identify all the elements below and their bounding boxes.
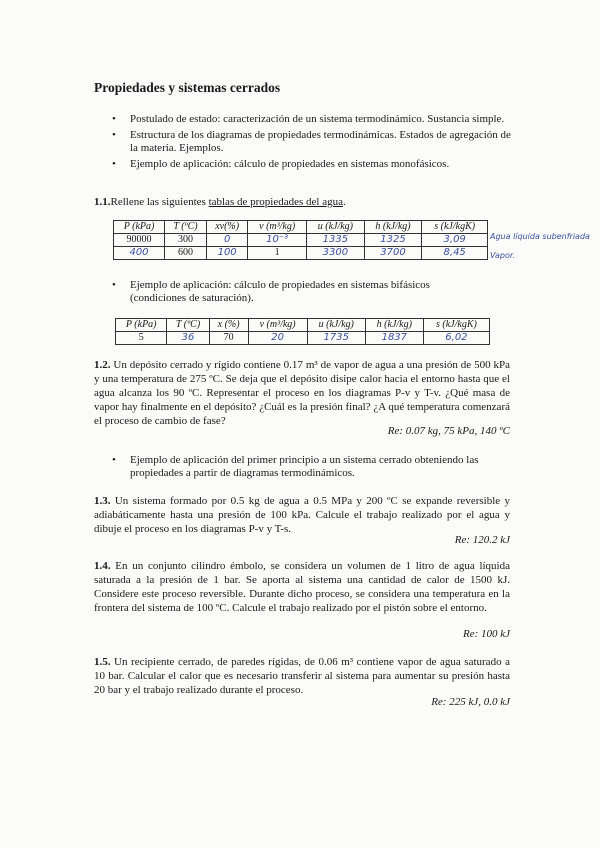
handwritten-cell: 400 xyxy=(114,247,165,260)
header-cell: x (%) xyxy=(209,319,248,332)
handwritten-note: Vapor. xyxy=(490,251,515,260)
exercise-number: 1.4. xyxy=(94,560,111,572)
table-header-row xyxy=(114,221,488,234)
header-cell: P (kPa) xyxy=(114,221,165,234)
handwritten-cell: 1335 xyxy=(307,234,365,247)
cell: 70 xyxy=(209,332,248,345)
topic-item: • Postulado de estado: caracterización de un sistema termodinámico. Sustancia simple. xyxy=(112,113,512,126)
handwritten-cell: 1325 xyxy=(364,234,422,247)
exercise-1-4: 1.4. En un conjunto cilindro émbolo, se considera un volumen de 1 litro de agua líquida saturada a la presión de 1 bar. Se aporta al sistema una cantidad de calor de 1500 kJ. Considere este proceso reversible. Durante dicho proceso, se considera una temperatura en la frontera del sistema de 100 ºC. Calcule el trabajo realizado por el pistón sobre el entorno. xyxy=(94,560,510,614)
handwritten-cell: 6,02 xyxy=(423,332,489,345)
table-row xyxy=(114,247,488,260)
header-cell: T (ºC) xyxy=(167,319,209,332)
bullet-bifasicos: • Ejemplo de aplicación: cálculo de propiedades en sistemas bifásicos (condiciones de saturación). xyxy=(112,279,430,304)
header-cell: s (kJ/kgK) xyxy=(423,319,489,332)
header-cell: u (kJ/kg) xyxy=(307,221,365,234)
handwritten-cell: 10⁻³ xyxy=(248,234,307,247)
handwritten-cell: 3300 xyxy=(307,247,365,260)
handwritten-cell: 8,45 xyxy=(422,247,488,260)
exercise-number: 1.1. xyxy=(94,196,111,208)
header-cell: h (kJ/kg) xyxy=(365,319,423,332)
property-table-1 xyxy=(113,220,488,260)
table-header-row xyxy=(116,319,490,332)
handwritten-cell: 3700 xyxy=(364,247,422,260)
header-cell: P (kPa) xyxy=(116,319,167,332)
property-table-2 xyxy=(115,318,490,345)
exercise-1-2: 1.2. Un depósito cerrado y rígido contiene 0.17 m³ de vapor de agua a una presión de 500 kPa y una temperatura de 275 ºC. Se deja que el depósito disipe calor hacia el entorno hasta que el agua alcanza los 90 ºC. Representar el proceso en los diagramas P-v y T-v. ¿Qué masa de vapor hay finalmente en el depósito? ¿Cuál es la presión final? ¿A qué temperatura comenzará el proceso de cambio de fase? xyxy=(94,359,510,427)
handwritten-cell: 0 xyxy=(206,234,247,247)
exercise-number: 1.5. xyxy=(94,656,111,668)
header-cell: h (kJ/kg) xyxy=(364,221,422,234)
topic-item: • Estructura de los diagramas de propiedades termodinámicas. Estados de agregación de la materia. Ejemplos. xyxy=(112,129,512,155)
bullet-primer-principio: • Ejemplo de aplicación del primer principio a un sistema cerrado obteniendo las propiedades a partir de diagramas termodinámicos. xyxy=(112,454,479,479)
header-cell: v (m³/kg) xyxy=(248,319,307,332)
answer: Re: 120.2 kJ xyxy=(454,534,510,546)
answer: Re: 100 kJ xyxy=(462,628,510,640)
topic-list xyxy=(112,113,512,174)
answer: Re: 225 kJ, 0.0 kJ xyxy=(431,696,510,708)
cell: 90000 xyxy=(114,234,165,247)
table-row xyxy=(116,332,490,345)
exercise-1-1: 1.1.Rellene las siguientes tablas de propiedades del agua. xyxy=(94,196,346,208)
cell: 1 xyxy=(248,247,307,260)
header-cell: u (kJ/kg) xyxy=(307,319,365,332)
exercise-number: 1.2. xyxy=(94,359,111,371)
answer: Re: 0.07 kg, 75 kPa, 140 ºC xyxy=(387,425,510,437)
cell: 5 xyxy=(116,332,167,345)
header-cell: T (ºC) xyxy=(165,221,207,234)
handwritten-cell: 1837 xyxy=(365,332,423,345)
header-cell: xv(%) xyxy=(206,221,247,234)
handwritten-cell: 1735 xyxy=(307,332,365,345)
handwritten-cell: 20 xyxy=(248,332,307,345)
exercise-1-3: 1.3. Un sistema formado por 0.5 kg de agua a 0.5 MPa y 200 ºC se expande reversible y adiabáticamente hasta una presión de 100 kPa. Calcule el trabajo realizado por el agua y dibuje el proceso en los diagramas P-v y T-s. xyxy=(94,495,510,535)
page-title: Propiedades y sistemas cerrados xyxy=(94,80,281,95)
handwritten-cell: 3,09 xyxy=(422,234,488,247)
header-cell: v (m³/kg) xyxy=(248,221,307,234)
exercise-1-5: 1.5. Un recipiente cerrado, de paredes rígidas, de 0.06 m³ contiene vapor de agua saturado a 10 bar. Calcular el calor que es necesario transferir al sistema para aumentar su presión hasta 20 bar y el trabajo realizado durante el proceso. xyxy=(94,656,510,696)
cell: 300 xyxy=(165,234,207,247)
topic-item: • Ejemplo de aplicación: cálculo de propiedades en sistemas monofásicos. xyxy=(112,158,512,171)
handwritten-note: Agua líquida subenfriada xyxy=(490,232,590,241)
handwritten-cell: 100 xyxy=(206,247,247,260)
exercise-number: 1.3. xyxy=(94,495,111,507)
cell: 600 xyxy=(165,247,207,260)
header-cell: s (kJ/kgK) xyxy=(422,221,488,234)
handwritten-cell: 36 xyxy=(167,332,209,345)
table-row xyxy=(114,234,488,247)
